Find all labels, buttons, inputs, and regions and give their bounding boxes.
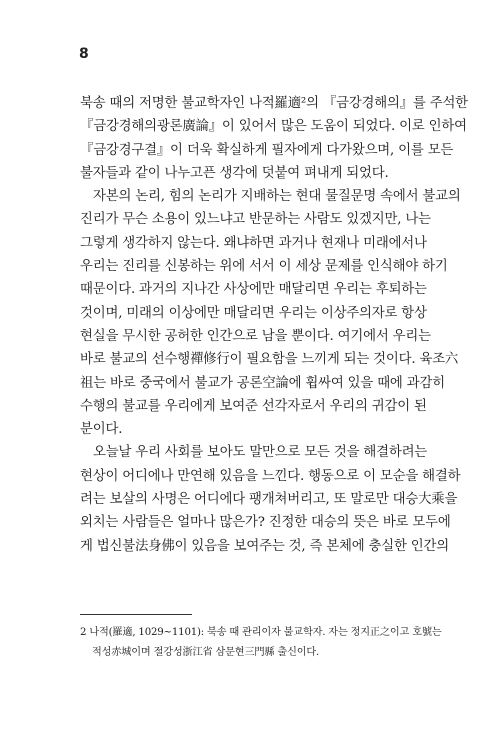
body-line: 분이다. (80, 422, 123, 438)
body-line: 현상이 어디에나 만연해 있음을 느낀다. 행동으로 이 모순을 해결하 (80, 468, 461, 484)
body-line: 때문이다. 과거의 지나간 사상에만 매달리면 우리는 후퇴하는 (80, 282, 427, 298)
body-text (80, 92, 468, 558)
body-line: 『금강경해의광론廣論』이 있어서 많은 도움이 되었다. 이로 인하여 (80, 119, 467, 135)
body-line: 것이며, 미래의 이상에만 매달리면 우리는 이상주의자로 항상 (80, 305, 427, 321)
body-line: 자본의 논리, 힘의 논리가 지배하는 현대 물질문명 속에서 불교의 (93, 189, 461, 205)
body-line: 오늘날 우리 사회를 보아도 말만으로 모든 것을 해결하려는 (93, 445, 428, 461)
body-line: 수행의 불교를 우리에게 보여준 선각자로서 우리의 귀감이 된 (80, 398, 427, 414)
body-line: 바로 불교의 선수행禪修行이 필요함을 느끼게 되는 것이다. 육조六 (80, 352, 459, 368)
footnote-line: 2 나적(羅適, 1029~1101): 북송 때 관리이자 불교학자. 자는 정지正之이고 호號는 (80, 627, 442, 638)
body-line: 려는 보살의 사명은 어디에다 팽개쳐버리고, 또 말로만 대승大乘을 (80, 492, 458, 508)
footnotes (80, 623, 442, 663)
body-line: 우리는 진리를 신봉하는 위에 서서 이 세상 문제를 인식해야 하기 (80, 259, 448, 275)
body-line: 북송 때의 저명한 불교학자인 나적羅適²의 『금강경해의』를 주석한 (80, 96, 468, 111)
body-line: 祖는 바로 중국에서 불교가 공론空論에 휩싸여 있을 때에 과감히 (80, 375, 445, 391)
body-line: 현실을 무시한 공허한 인간으로 남을 뿐이다. 여기에서 우리는 (80, 328, 431, 344)
body-line: 불자들과 같이 나누고픈 생각에 덧붙여 펴내게 되었다. (80, 165, 389, 181)
body-line: 게 법신불法身佛이 있음을 보여주는 것, 즉 본체에 충실한 인간의 (80, 538, 449, 554)
footnote-divider (80, 614, 192, 615)
page-number: 8 (79, 46, 89, 62)
body-line: 그렇게 생각하지 않는다. 왜냐하면 과거나 현재나 미래에서나 (80, 235, 427, 251)
body-line: 진리가 무슨 소용이 있느냐고 반문하는 사람도 있겠지만, 나는 (80, 212, 431, 228)
footnote-line: 적성赤城이며 절강성浙江省 삼문현三門縣 출신이다. (92, 647, 320, 658)
body-line: 외치는 사람들은 얼마나 많은가? 진정한 대승의 뜻은 바로 모두에 (80, 515, 451, 531)
body-line: 『금강경구결』이 더욱 확실하게 필자에게 다가왔으며, 이를 모든 (80, 142, 454, 158)
